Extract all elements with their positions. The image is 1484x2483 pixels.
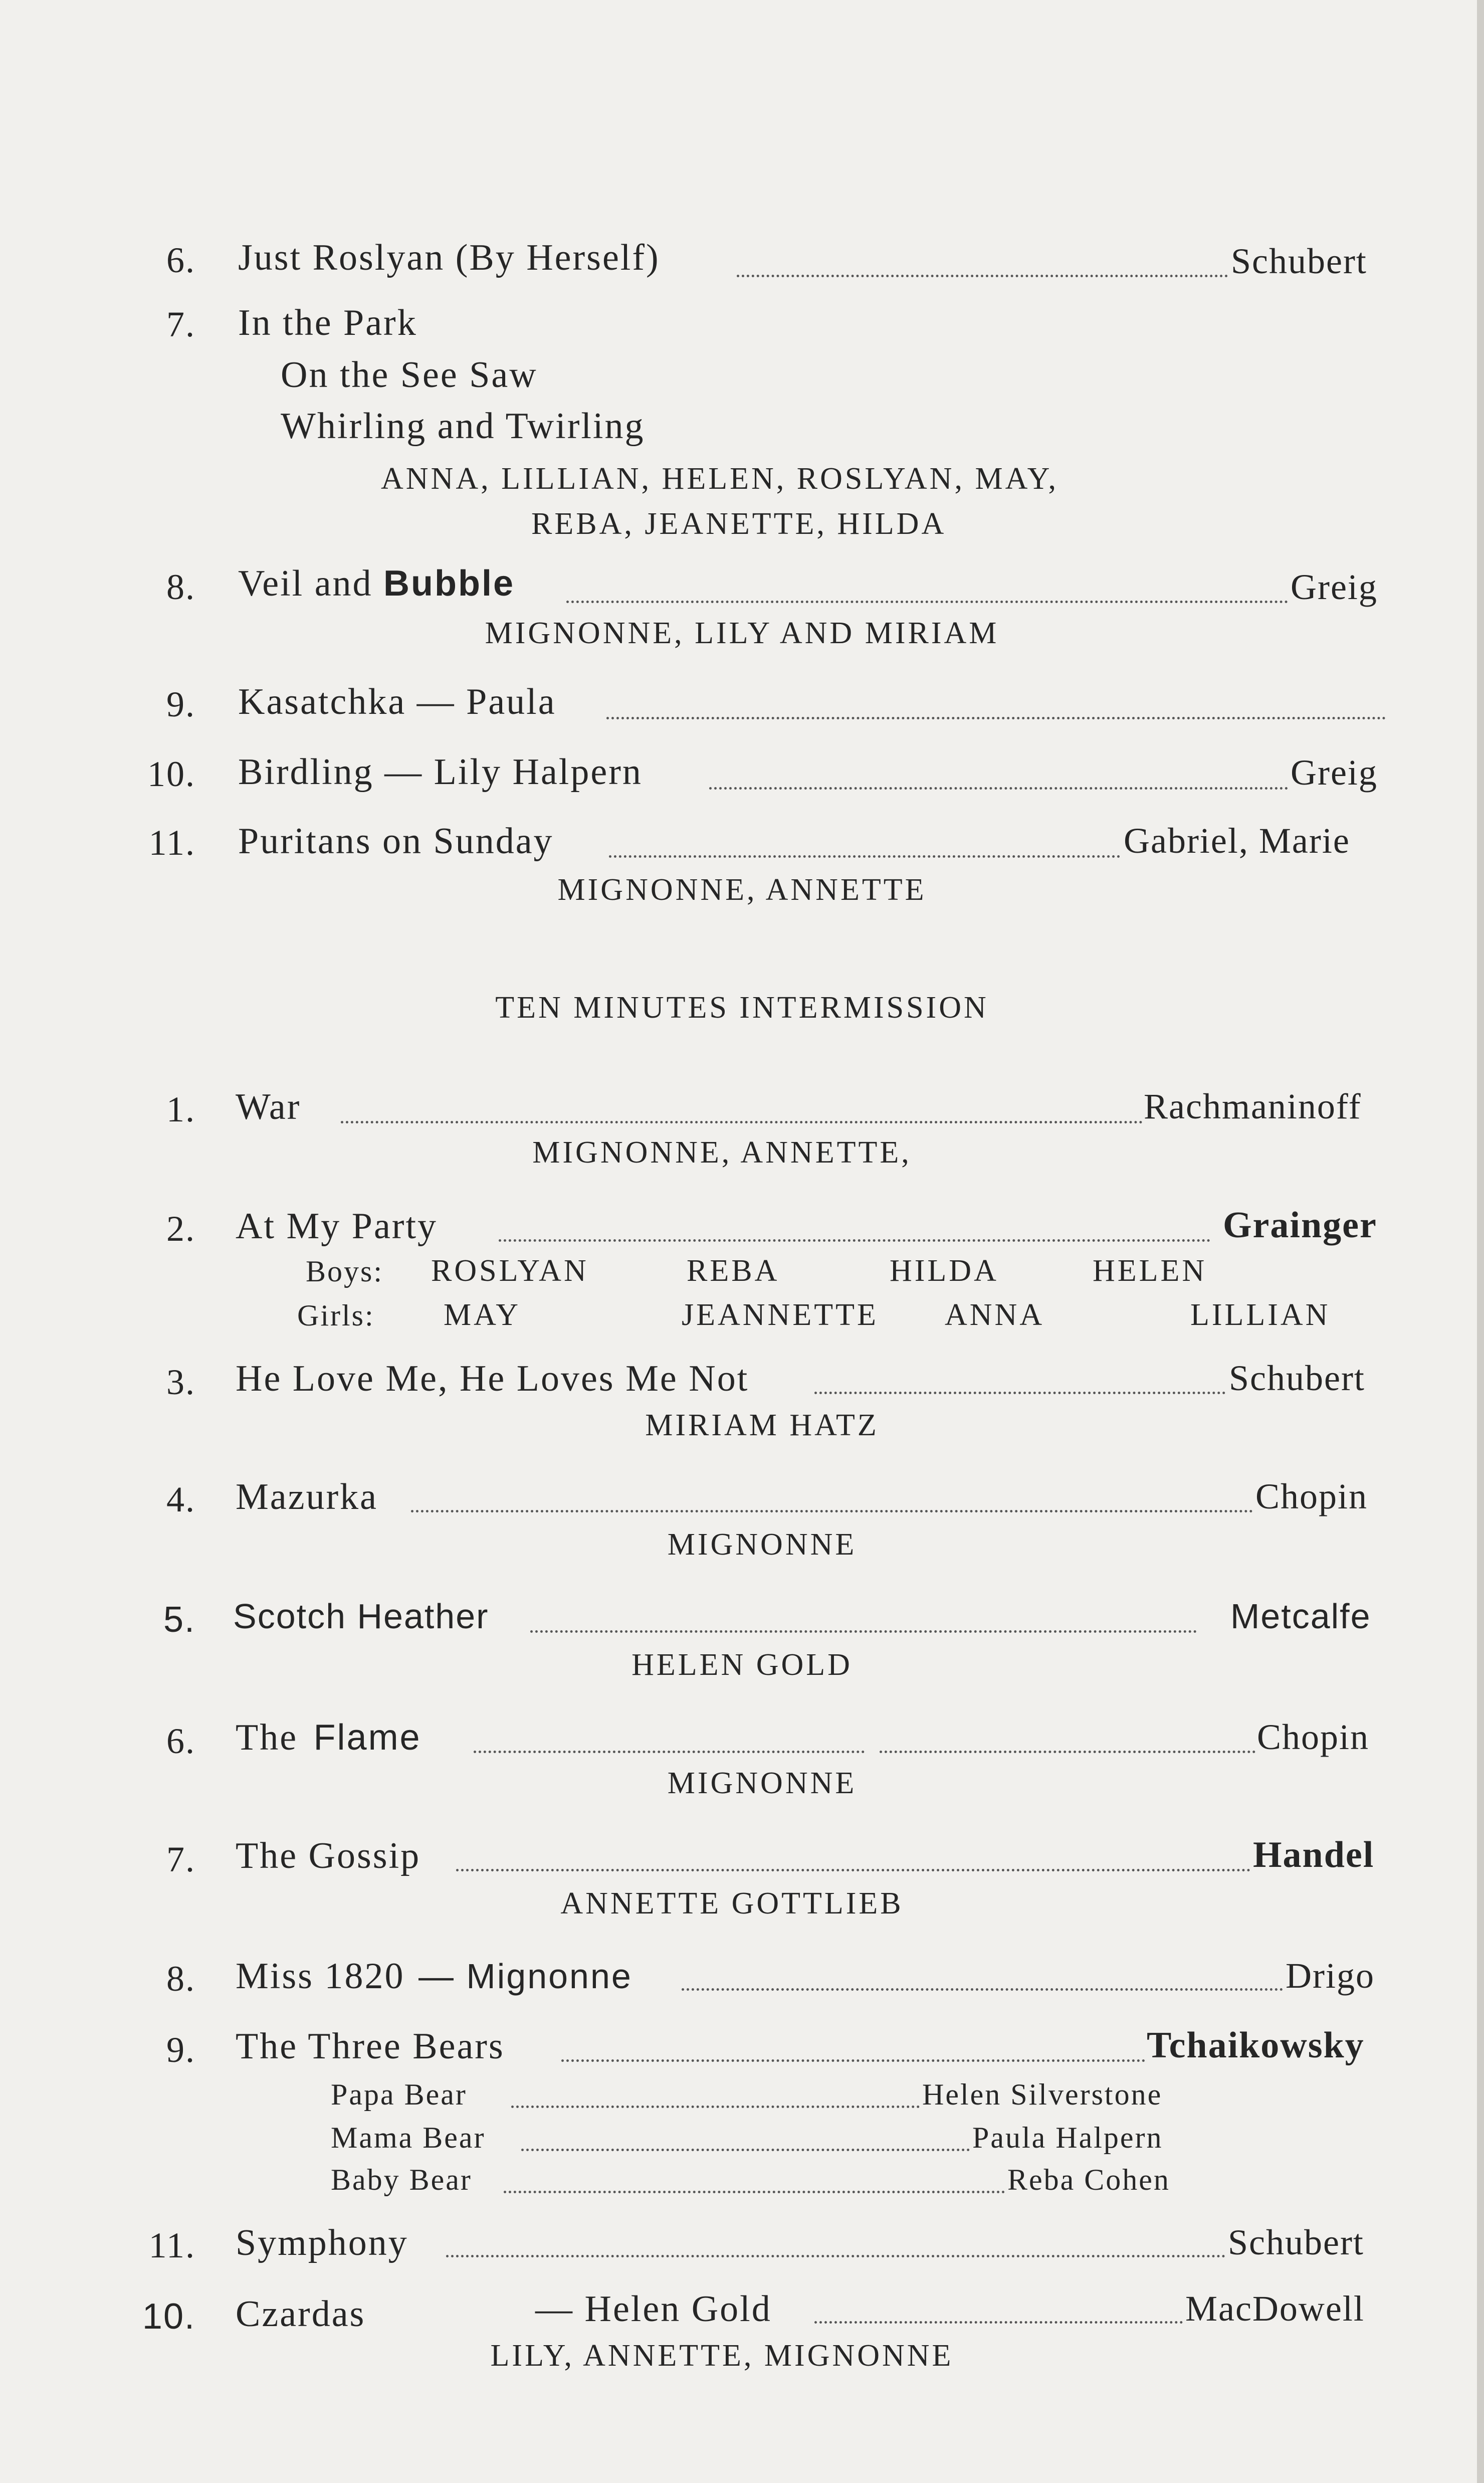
performer-name: Paula Halpern [972,2121,1163,2154]
item-number: 8. [166,1959,195,1999]
item-number: 9. [166,2030,195,2070]
girls-label: Girls: [297,1299,375,1332]
dot-leader [504,2191,1005,2193]
role-name: Papa Bear [331,2078,467,2111]
item-number: 11. [148,823,195,863]
composer: Tchaikowsky [1147,2025,1365,2066]
dot-leader [709,787,1288,790]
dot-leader [411,1510,1253,1512]
item-title-part: Veil and [238,563,373,604]
composer: Chopin [1257,1717,1370,1757]
dot-leader [446,2255,1225,2257]
composer: Schubert [1229,1358,1365,1398]
dot-leader [682,1988,1283,1991]
cast-list: HELEN GOLD [631,1648,853,1682]
item-number: 6. [166,1721,195,1761]
cast-list: MIGNONNE, ANNETTE [557,873,927,907]
item-number: 1. [166,1089,195,1129]
item-number: 5. [163,1600,195,1640]
composer: Handel [1253,1834,1375,1875]
cast-list: MIGNONNE [667,1527,857,1562]
sub-piece: On the See Saw [281,354,538,396]
dot-leader [737,275,1228,277]
item-title: The Three Bears [236,2026,505,2067]
item-title [236,1716,421,1759]
dot-leader [341,1121,1143,1123]
composer: MacDowell [1185,2288,1365,2329]
item-title-bold: Bubble [383,563,515,604]
cast-list: MIGNONNE, LILY AND MIRIAM [485,616,999,650]
dot-leader [566,601,1288,603]
cast-member: REBA [687,1254,780,1288]
item-number: 9. [166,684,195,724]
item-title: Mazurka [236,1476,378,1517]
item-number: 7. [166,304,195,344]
item-number: 8. [166,567,195,607]
cast-member: LILLIAN [1190,1298,1331,1332]
dot-leader [511,2106,920,2108]
dot-leader [814,2321,1183,2324]
item-number: 10. [142,2297,195,2337]
item-title: Just Roslyan (By Herself) [238,237,660,278]
item-title: Czardas [236,2294,366,2335]
performer-name: Reba Cohen [1007,2163,1170,2196]
item-number: 3. [166,1362,195,1402]
composer: Grainger [1223,1205,1377,1246]
page-edge [1477,0,1484,2483]
dot-leader [456,1869,1250,1871]
sub-piece: Whirling and Twirling [281,406,645,447]
item-title: Puritans on Sunday [238,821,554,862]
composer: Schubert [1228,2222,1364,2262]
item-title-bold: — Mignonne [418,1957,632,1996]
cast-list: ANNETTE GOTTLIEB [560,1886,904,1921]
role-name: Baby Bear [331,2163,472,2196]
dot-leader [499,1239,1210,1242]
item-title [236,1955,632,1998]
item-number: 11. [148,2225,195,2265]
cast-member: HILDA [890,1254,999,1288]
item-number: 2. [166,1209,195,1249]
cast-member: MAY [444,1298,521,1332]
item-number: 7. [166,1839,195,1879]
item-title: Scotch Heather [233,1597,489,1636]
dot-leader [814,1392,1225,1394]
cast-list: ANNA, LILLIAN, HELEN, ROSLYAN, MAY, [381,462,1058,496]
dot-leader [609,855,1120,858]
cast-list: MIGNONNE, ANNETTE, [532,1135,912,1170]
item-title-bold: Flame [313,1717,421,1758]
cast-list: LILY, ANNETTE, MIGNONNE [490,2339,954,2373]
item-number: 6. [166,240,195,280]
composer: Greig [1291,567,1378,607]
item-number: 10. [147,754,195,794]
cast-member: ROSLYAN [431,1254,589,1288]
dot-leader [474,1751,865,1753]
boys-label: Boys: [306,1255,384,1288]
dot-leader [880,1751,1255,1753]
item-title: Birdling — Lily Halpern [238,751,643,793]
dot-leader [530,1630,1197,1633]
item-number: 4. [166,1479,195,1519]
cast-member: ANNA [945,1298,1045,1332]
intermission-heading: TEN MINUTES INTERMISSION [495,991,989,1025]
item-title: At My Party [236,1206,438,1247]
composer: Metcalfe [1230,1597,1371,1636]
item-title-part: — Helen Gold [535,2288,772,2330]
composer: Chopin [1255,1476,1368,1516]
item-title-part: The [236,1717,298,1758]
item-title: War [236,1086,301,1127]
dot-leader [561,2059,1145,2062]
composer: Greig [1291,752,1378,793]
cast-list: MIRIAM HATZ [645,1408,879,1442]
composer: Gabriel, Marie [1124,821,1350,861]
dot-leader [521,2149,970,2151]
item-title: The Gossip [236,1835,421,1876]
performer-name: Helen Silverstone [922,2078,1163,2111]
cast-list: REBA, JEANETTE, HILDA [531,507,947,541]
role-name: Mama Bear [331,2121,486,2154]
cast-member: HELEN [1093,1254,1207,1288]
composer: Schubert [1231,241,1367,281]
item-title: He Love Me, He Loves Me Not [236,1358,749,1399]
item-title: Kasatchka — Paula [238,681,556,722]
item-title-part: Miss 1820 [236,1956,405,1997]
item-title: Symphony [236,2222,408,2263]
cast-member: JEANNETTE [682,1298,879,1332]
cast-list: MIGNONNE [667,1766,857,1800]
item-title: In the Park [238,302,417,343]
composer: Drigo [1286,1956,1375,1996]
item-title [238,562,515,605]
composer: Rachmaninoff [1144,1086,1362,1126]
dot-leader [606,717,1386,719]
